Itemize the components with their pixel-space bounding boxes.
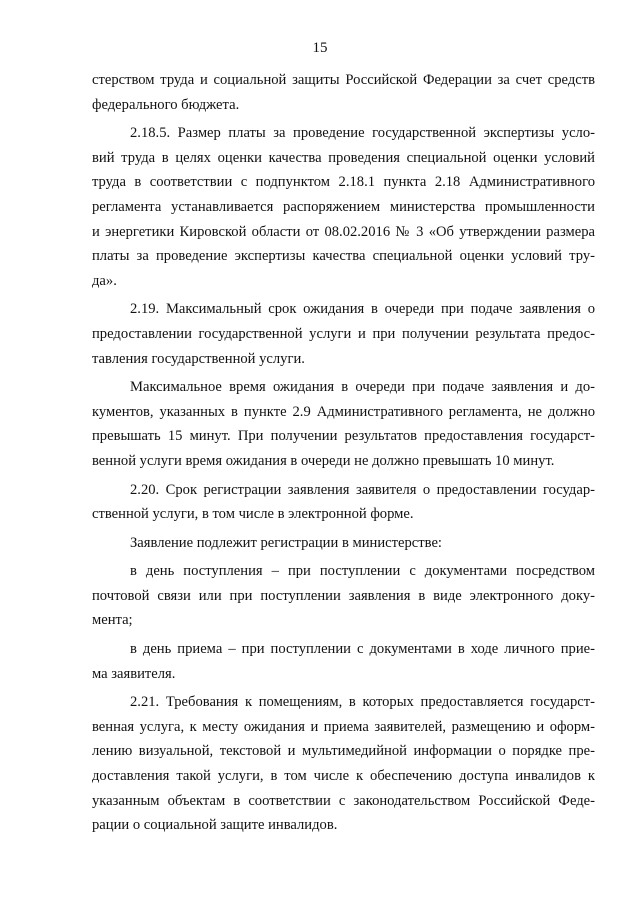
text-line: Заявление подлежит регистрации в министерстве: — [130, 534, 442, 551]
text-line: вий труда в целях оценки качества проведения специальной оценки условий — [92, 149, 595, 166]
text-line: мента; — [92, 612, 133, 629]
text-line: и энергетики Кировской области от 08.02.2016 № 3 «Об утверждении размера — [92, 223, 595, 240]
text-line: венная услуга, к месту ожидания и приема заявителей, размещению и оформ- — [92, 718, 595, 735]
paragraph — [92, 531, 595, 556]
text-line: стерством труда и социальной защиты Российской Федерации за счет средств — [92, 72, 595, 88]
text-line: превышать 15 минут. При получении результатов предоставления государст- — [92, 428, 595, 445]
text-line: федерального бюджета. — [92, 96, 240, 113]
text-line: кументов, указанных в пункте 2.9 Административного регламента, не должно — [92, 403, 595, 420]
text-line: в день приема – при поступлении с документами в ходе личного прие- — [130, 641, 595, 658]
text-line: регламента устанавливается распоряжением министерства промышленности — [92, 198, 595, 215]
paragraph — [92, 375, 595, 473]
text-line: да». — [92, 272, 117, 289]
text-line: 2.20. Срок регистрации заявления заявителя о предоставлении государ- — [130, 481, 595, 498]
text-line: указанным объектам в соответствии с законодательством Российской Феде- — [92, 792, 595, 809]
paragraph — [92, 121, 595, 293]
paragraph — [92, 297, 595, 371]
text-line: предоставлении государственной услуги и при получении результата предос- — [92, 325, 595, 342]
text-line: доставления такой услуги, в том числе к обеспечению доступа инвалидов к — [92, 768, 595, 785]
text-line: в день поступления – при поступлении с документами посредством — [130, 563, 595, 580]
text-line: рации о социальной защите инвалидов. — [92, 817, 338, 834]
text-line: 2.19. Максимальный срок ожидания в очереди при подаче заявления о — [130, 301, 595, 318]
document-body — [92, 68, 595, 842]
paragraph — [92, 559, 595, 633]
paragraph — [92, 478, 595, 527]
text-line: ма заявителя. — [92, 665, 176, 682]
text-line: тавления государственной услуги. — [92, 350, 305, 367]
text-line: ственной услуги, в том числе в электронной форме. — [92, 506, 414, 523]
page-number: 15 — [312, 40, 328, 56]
paragraph — [92, 690, 595, 838]
text-line: труда в соответствии с подпунктом 2.18.1 пункта 2.18 Административного — [92, 174, 595, 191]
text-line: Максимальное время ожидания в очереди при подаче заявления и до- — [130, 379, 595, 396]
text-line: 2.21. Требования к помещениям, в которых предоставляется государст- — [130, 694, 595, 711]
text-line: платы за проведение экспертизы качества специальной оценки условий тру- — [92, 248, 595, 265]
text-line: лению визуальной, текстовой и мультимедийной информации о порядке пре- — [92, 743, 595, 760]
text-line: 2.18.5. Размер платы за проведение государственной экспертизы усло- — [130, 125, 595, 142]
text-line: венной услуги время ожидания в очереди не должно превышать 10 минут. — [92, 452, 555, 469]
paragraph — [92, 637, 595, 686]
text-line: почтовой связи или при поступлении заявления в виде электронного доку- — [92, 587, 595, 604]
paragraph — [92, 68, 595, 117]
